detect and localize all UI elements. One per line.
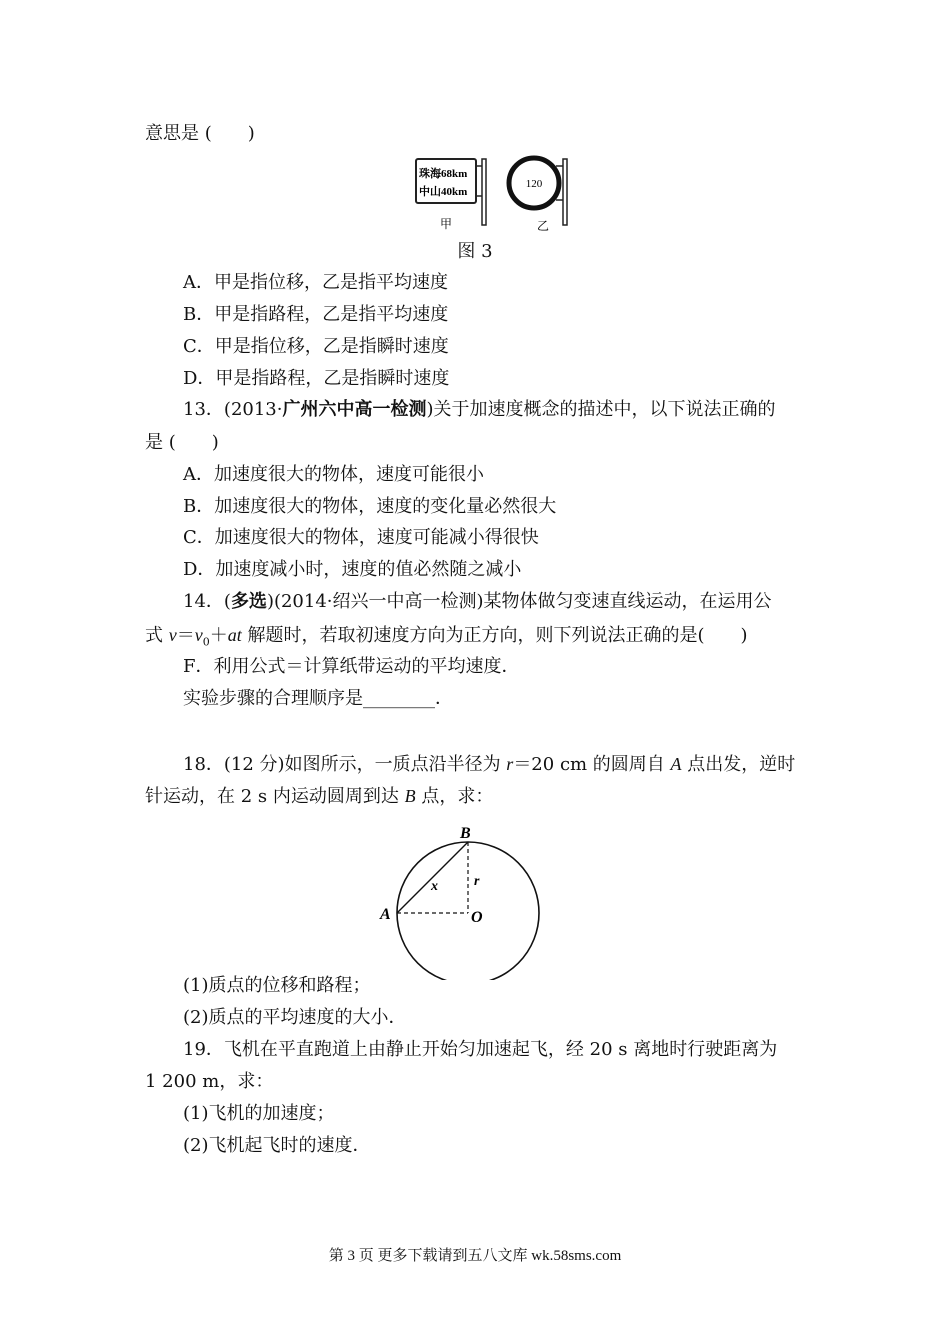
point-b-label: B <box>460 825 471 842</box>
q14-stem <box>183 590 772 614</box>
q12-option-a: A．甲是指位移，乙是指平均速度 <box>183 272 448 293</box>
q13-option-a: A．加速度很大的物体，速度可能很小 <box>183 464 484 485</box>
q18-sub1: (1)质点的位移和路程； <box>183 975 371 996</box>
q14-line3: F．利用公式＝计算纸带运动的平均速度． <box>183 656 520 677</box>
q14-line4: 实验步骤的合理顺序是________． <box>183 688 453 709</box>
q18-line2-c: 点，求： <box>415 786 494 807</box>
q14-line2-prefix: 式 <box>145 625 169 646</box>
label-jia: 甲 <box>439 217 453 231</box>
sign-jia-line2: 中山40km <box>419 186 468 198</box>
q18-line2-b: 圆周到达 <box>326 786 405 807</box>
formula-at: at <box>227 625 242 645</box>
q13-stem-text: )关于加速度概念的描述中，以下说法正确的 <box>426 399 776 420</box>
sign-yi-post <box>563 159 567 225</box>
q13-stem <box>183 398 776 422</box>
q13-num: 13．( <box>183 399 231 420</box>
q14-stem-line2 <box>145 623 748 655</box>
q14-tag: 多选 <box>230 591 267 612</box>
figure-3-road-signs <box>410 152 585 238</box>
label-yi: 乙 <box>536 219 550 233</box>
q12-option-d: D．甲是指路程，乙是指瞬时速度 <box>183 368 450 389</box>
q18-B: B <box>404 786 416 806</box>
q13-option-d: D．加速度减小时，速度的值必然随之减小 <box>183 559 522 580</box>
q14-stem-text: )(2014·绍兴一中高一检测)某物体做匀变速直线运动，在运用公 <box>266 591 772 612</box>
point-o-label: O <box>471 909 483 926</box>
q18-line1-c: 点出发，逆时 <box>681 754 796 775</box>
formula-v0-sub: 0 <box>202 635 210 649</box>
chord-x <box>397 842 468 913</box>
q13-option-c: C．加速度很大的物体，速度可能减小得很快 <box>183 527 539 548</box>
sign-jia-line1: 珠海68km <box>419 168 468 180</box>
q18-stem-line2 <box>145 784 493 809</box>
figure-3-caption: 图 3 <box>457 241 493 262</box>
formula-plus: ＋ <box>209 625 228 646</box>
q18-line1-a: 18．(12 分)如图所示，一质点沿半径为 <box>183 754 507 775</box>
q13-option-b: B．加速度很大的物体，速度的变化量必然很大 <box>183 496 557 517</box>
q18-line1-b: ＝20 cm 的圆周自 <box>513 754 671 775</box>
formula-v0: v <box>194 625 203 645</box>
sign-yi-value: 120 <box>525 178 543 190</box>
q18-line2-a: 针运动，在 2 s 内运动 <box>145 786 327 807</box>
circle-path <box>397 842 539 980</box>
q13-stem-line2: 是 ( ) <box>145 432 219 453</box>
q18-r: r <box>506 754 514 774</box>
formula-eq: ＝ <box>176 625 195 646</box>
radius-r-label: r <box>474 874 480 889</box>
sign-jia-post <box>482 159 486 225</box>
q12-option-c: C．甲是指位移，乙是指瞬时速度 <box>183 336 449 357</box>
q14-num: 14．( <box>183 591 231 612</box>
q19-sub2: (2)飞机起飞时的速度． <box>183 1135 371 1156</box>
q18-A: A <box>670 754 682 774</box>
page-footer: 第 3 页 更多下载请到五八文库 wk.58sms.com <box>328 1248 622 1264</box>
point-a-label: A <box>380 906 391 923</box>
q19-sub1: (1)飞机的加速度； <box>183 1103 335 1124</box>
q13-source-year: 2013· <box>230 399 283 420</box>
chord-x-label: x <box>431 879 438 894</box>
q12-option-b: B．甲是指路程，乙是指平均速度 <box>183 304 449 325</box>
q13-source-school: 广州六中高一检测 <box>282 399 427 420</box>
q14-line2-rest: 解题时，若取初速度方向为正方向，则下列说法正确的是( ) <box>241 625 748 646</box>
q19-stem-line1: 19．飞机在平直跑道上由静止开始匀加速起飞，经 20 s 离地时行驶距离为 <box>183 1039 778 1060</box>
q18-sub2: (2)质点的平均速度的大小． <box>183 1007 407 1028</box>
q18-stem-line1 <box>183 752 795 777</box>
q12-stem-tail: 意思是 ( ) <box>145 123 255 144</box>
q18-circle-figure <box>375 820 550 980</box>
formula-v: v <box>168 625 177 645</box>
q19-stem-line2: 1 200 m，求： <box>145 1071 274 1092</box>
